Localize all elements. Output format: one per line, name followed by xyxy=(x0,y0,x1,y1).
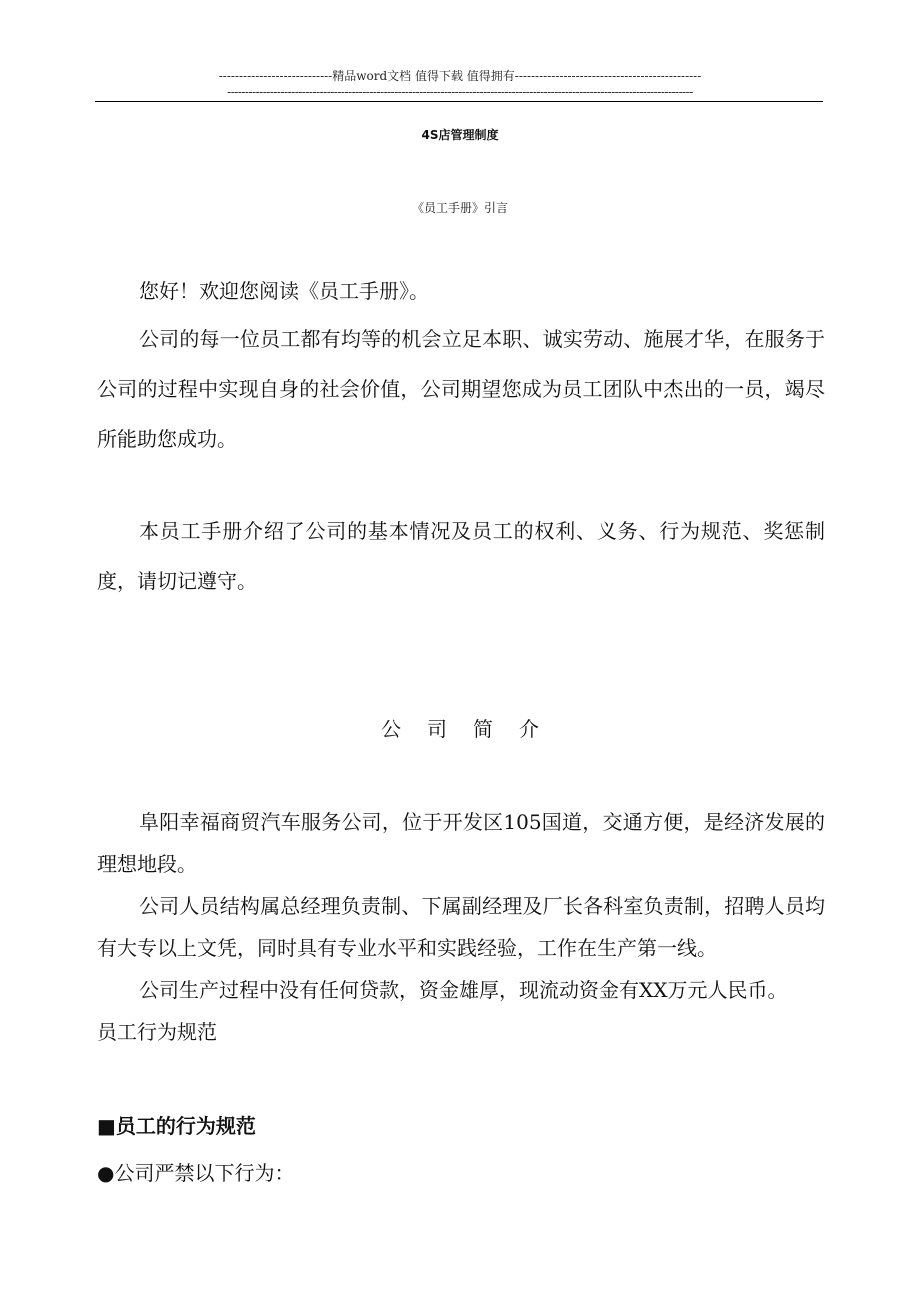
document-title: 4S店管理制度 xyxy=(421,128,499,142)
document-subtitle: 《员工手册》引言 xyxy=(411,201,508,215)
header-dashes: ----------------------------------------------------------------------------------------------------------------------------------- xyxy=(227,85,693,99)
profile-paragraph-3: 公司生产过程中没有任何贷款，资金雄厚，现流动资金有XX万元人民币。 xyxy=(139,978,788,1002)
header-divider xyxy=(95,101,823,102)
header-banner: ----------------------------精品word文档 值得下载 值得拥有---------------------------------------------- xyxy=(218,69,702,83)
conduct-heading: ■员工的行为规范 xyxy=(97,1114,256,1138)
profile-paragraph-1: 阜阳幸福商贸汽车服务公司，位于开发区105国道，交通方便，是经济发展的理想地段。 xyxy=(97,810,825,876)
profile-paragraph-2: 公司人员结构属总经理负责制、下属副经理及厂长各科室负责制，招聘人员均有大专以上文凭，同时具有专业水平和实践经验，工作在生产第一线。 xyxy=(97,894,825,960)
intro-paragraph-2: 本员工手册介绍了公司的基本情况及员工的权利、义务、行为规范、奖惩制度，请切记遵守。 xyxy=(97,519,825,593)
section-title-company-profile: 公司简介 xyxy=(381,717,565,741)
intro-paragraph-1: 公司的每一位员工都有均等的机会立足本职、诚实劳动、施展才华，在服务于公司的过程中实现自身的社会价值，公司期望您成为员工团队中杰出的一员，竭尽所能助您成功。 xyxy=(97,327,825,451)
conduct-bullet-item: ●公司严禁以下行为： xyxy=(97,1161,295,1185)
conduct-section-label: 员工行为规范 xyxy=(97,1020,217,1044)
intro-greeting: 您好！欢迎您阅读《员工手册》。 xyxy=(139,279,429,303)
